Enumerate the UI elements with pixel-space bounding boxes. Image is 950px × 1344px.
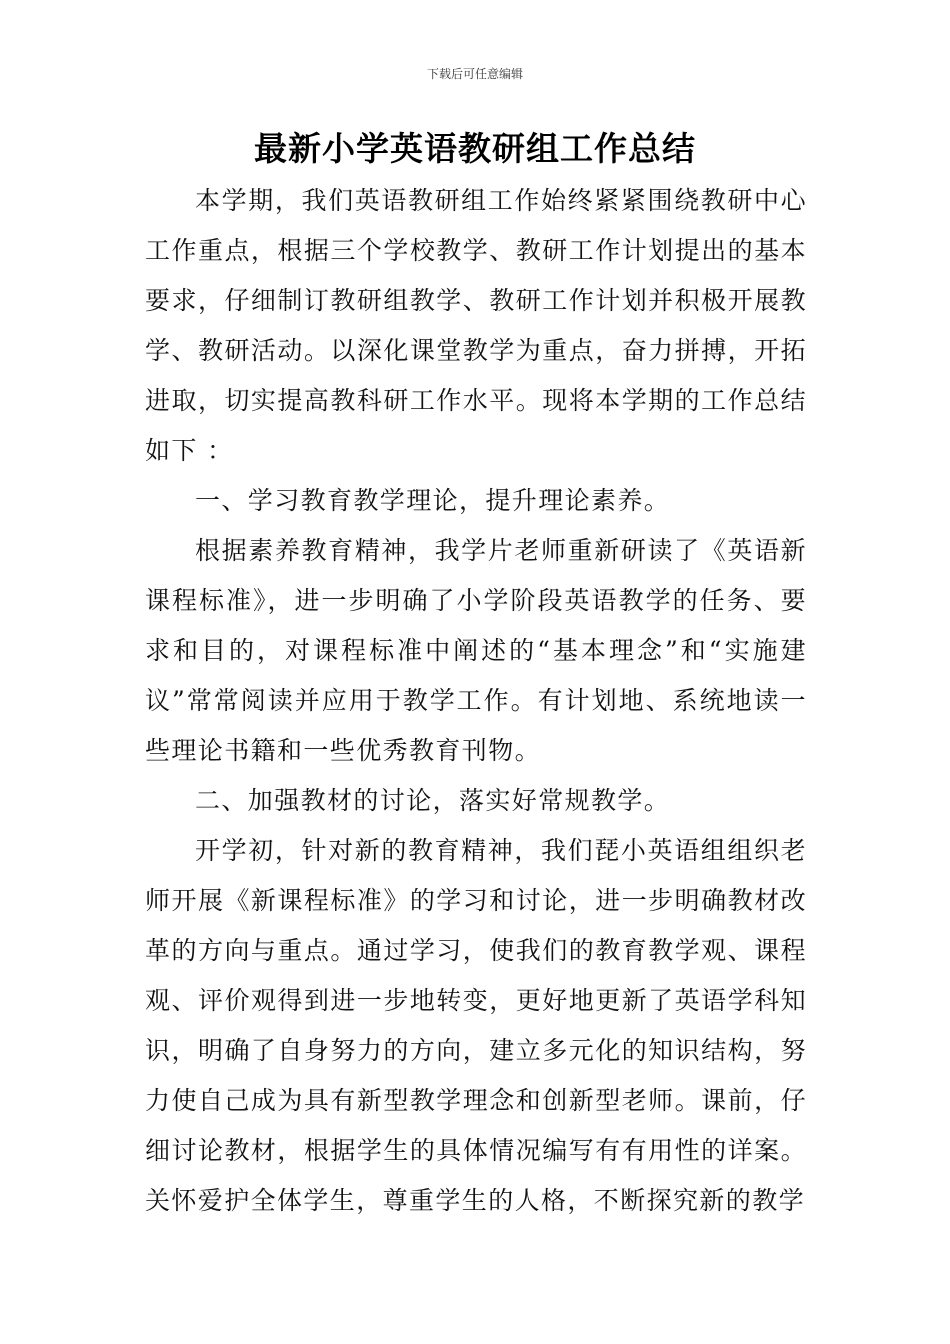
document-body: [145, 176, 807, 1226]
document-title: 最新小学英语教研组工作总结: [254, 129, 696, 168]
paragraph-intro: 本学期，我们英语教研组工作始终紧紧围绕教研中心工作重点，根据三个学校教学、教研工作计划提出的基本要求，仔细制订教研组教学、教研工作计划并积极开展教学、教研活动。以深化课堂教学为重点，奋力拼搏，开拓进取，切实提高教科研工作水平。现将本学期的工作总结如下 ：: [145, 186, 807, 465]
header-note: 下载后可任意编辑: [426, 67, 523, 81]
section-heading-2: 二、加强教材的讨论，落实好常规教学。: [195, 786, 671, 815]
paragraph-section-2: 开学初，针对新的教育精神，我们琵小英语组组织老师开展《新课程标准》的学习和讨论，进一步明确教材改革的方向与重点。通过学习，使我们的教育教学观、课程观、评价观得到进一步地转变，更好地更新了英语学科知识，明确了自身努力的方向，建立多元化的知识结构，努力使自己成为具有新型教学理念和创新型老师。课前，仔细讨论教材，根据学生的具体情况编写有有用性的详案。关怀爱护全体学生，尊重学生的人格，不断探究新的教学: [145, 836, 807, 1215]
section-heading-1: 一、学习教育教学理论，提升理论素养。: [195, 486, 671, 515]
paragraph-section-1: 根据素养教育精神，我学片老师重新研读了《英语新课程标准》，进一步明确了小学阶段英语教学的任务、要求和目的，对课程标准中阐述的“基本理念”和“实施建议”常常阅读并应用于教学工作。有计划地、系统地读一些理论书籍和一些优秀教育刊物。: [145, 536, 807, 765]
